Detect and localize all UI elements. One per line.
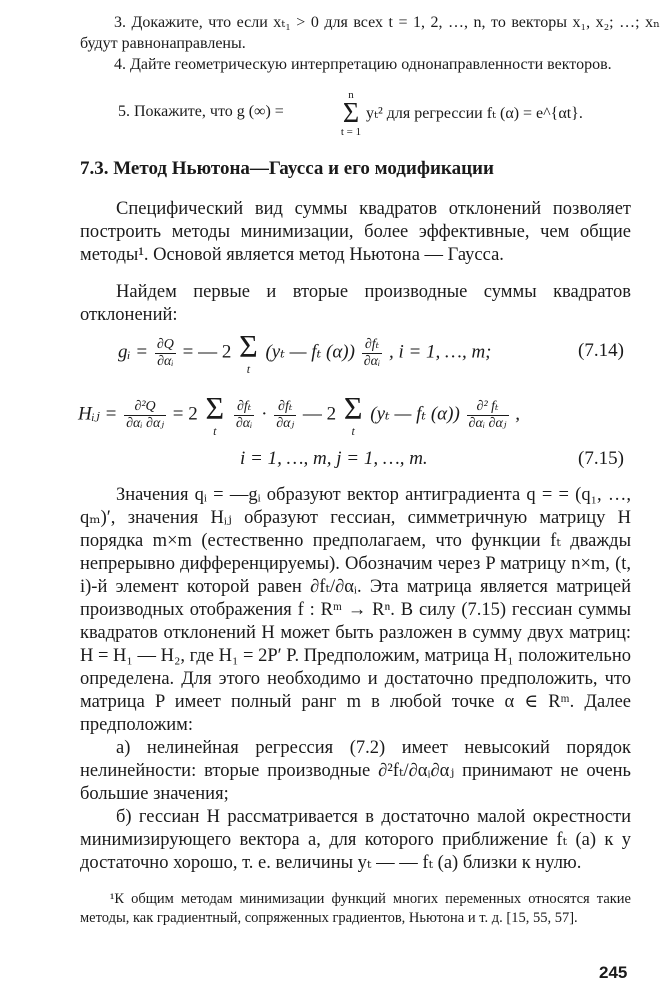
- exercise-list: [80, 12, 660, 75]
- eq714-lhs: gᵢ =: [118, 341, 149, 363]
- eq715-frac-d2f: [467, 399, 509, 432]
- eq715-frac-dfj: [274, 399, 296, 432]
- equation-7-15: [78, 392, 520, 438]
- eq715-frac-d2f-den: ∂αᵢ ∂αⱼ: [468, 415, 507, 431]
- paragraph-main-text: Значения qᵢ = —gᵢ образуют вектор антиградиента q = = (q₁, …, qₘ)′, значения Hᵢⱼ образуют гессиан, симметричную матрицу H порядка m×m (естественно предполагаем, что функции fₜ дважды непрерывно дифференцируемы). Обозначим через P матрицу n×m, (t, i)-й элемент которой равен ∂fₜ/∂αᵢ. Эта матрица является матрицей производных отображения f : Rᵐ → Rⁿ. В силу (7.15) гессиан суммы квадратов отклонений H может быть разложен в сумму двух матриц: H = H₁ — H₂, где H₁ = 2P′ P. Предположим, матрица H₁ положительно определена. Для этого необходимо и достаточно предположить, что матрица P имеет полный ранг m в любой точке α ∈ Rᵐ. Далее предположим:: [80, 485, 631, 735]
- footnote: [80, 890, 631, 928]
- equation-number-7-14: (7.14): [578, 340, 624, 361]
- exercise-5: [118, 90, 658, 138]
- page-number: 245: [599, 963, 628, 982]
- footnote-text: ¹К общим методам минимизации функций многих переменных относятся такие методы, как градиентный, сопряженных градиентов, Ньютона и т. д. [15, 55, 57].: [80, 891, 631, 926]
- exercise-3: 3. Докажите, что если xₜ₁ > 0 для всех t = 1, 2, …, n, то векторы x₁, x₂; …; xₙ будут равнонаправлены.: [80, 14, 660, 52]
- eq715-lhs: Hᵢⱼ =: [78, 403, 118, 425]
- eq715-frac-dfj-den: ∂αⱼ: [276, 415, 295, 431]
- eq714-sum: [239, 330, 258, 376]
- eq715-sum-2: [344, 392, 363, 438]
- eq715-range: i = 1, …, m, j = 1, …, m.: [240, 448, 428, 469]
- sigma-symbol: Σ: [239, 328, 258, 364]
- eq715-comma: ,: [515, 403, 520, 425]
- exercise-5-suffix: yₜ² для регрессии fₜ (α) = e^{αt}.: [366, 105, 583, 122]
- eq714-range: , i = 1, …, m;: [388, 341, 492, 363]
- eq714-frac-df-den: ∂αᵢ: [363, 353, 381, 369]
- eq715-sum-1: [206, 392, 225, 438]
- sigma-symbol: Σ: [205, 390, 225, 426]
- exercise-5-prefix: 5. Покажите, что g (∞) =: [118, 103, 284, 120]
- eq715-sum-2-limit: t: [351, 424, 355, 438]
- eq714-term: (yₜ — fₜ (α)): [265, 341, 355, 363]
- paragraph-derivatives: [80, 281, 631, 327]
- eq714-mid: = — 2: [182, 341, 232, 363]
- eq714-frac-dq: [155, 337, 176, 370]
- eq715-frac-d2f-num: ∂² fₜ: [467, 399, 509, 416]
- sum-upper-limit: n: [348, 89, 354, 101]
- paragraph-main: [80, 484, 631, 875]
- paragraph-intro: [80, 198, 631, 267]
- eq715-frac-dfi: [234, 399, 254, 432]
- sigma-symbol: Σ: [343, 390, 363, 426]
- eq714-frac-df: [362, 337, 382, 370]
- eq714-frac-dq-den: ∂αᵢ: [157, 353, 174, 369]
- eq715-frac-dfi-num: ∂fₜ: [234, 399, 254, 416]
- exercise-5-sum: [336, 90, 366, 138]
- eq714-frac-df-num: ∂fₜ: [362, 337, 382, 354]
- eq715-frac-dfj-num: ∂fₜ: [274, 399, 296, 416]
- sum-lower-limit: t = 1: [340, 126, 362, 138]
- eq714-sum-limit: t: [246, 362, 251, 376]
- eq715-frac-d2q-num: ∂²Q: [124, 399, 166, 416]
- eq714-frac-dq-num: ∂Q: [156, 336, 174, 352]
- paragraph-derivatives-text: Найдем первые и вторые производные суммы квадратов отклонений:: [80, 282, 631, 325]
- equation-number-7-15: (7.15): [578, 448, 624, 469]
- eq715-frac-d2q-den: ∂αᵢ ∂αⱼ: [126, 415, 165, 431]
- list-item-b: б) гессиан H рассматривается в достаточно малой окрестности минимизирующего вектора a, для которого приближение fₜ (a) к y достаточно хорошо, т. е. величины yₜ — — fₜ (a) близки к нулю.: [80, 807, 631, 873]
- equation-7-14: [118, 330, 492, 376]
- eq715-frac-dfi-den: ∂αᵢ: [235, 415, 253, 431]
- paragraph-intro-text: Специфический вид суммы квадратов отклонений позволяет построить методы минимизации, более эффективные, чем общие методы¹. Основой является метод Ньютона — Гаусса.: [80, 199, 631, 265]
- exercise-4: 4. Дайте геометрическую интерпретацию однонаправленности векторов.: [114, 56, 612, 73]
- section-title: 7.3. Метод Ньютона—Гаусса и его модификации: [80, 158, 494, 179]
- eq715-term: (yₜ — fₜ (α)): [370, 403, 460, 425]
- eq715-minus: — 2: [302, 403, 337, 425]
- eq715-sum-1-limit: t: [213, 424, 217, 438]
- list-item-a: а) нелинейная регрессия (7.2) имеет невысокий порядок нелинейности: вторые производные ∂²fₜ/∂αᵢ∂αⱼ принимают не очень большие значения;: [80, 738, 631, 804]
- eq715-frac-d2q: [124, 399, 166, 432]
- eq715-mid: = 2: [172, 403, 198, 425]
- sigma-symbol: Σ: [342, 98, 360, 129]
- eq715-dot: ·: [261, 403, 268, 425]
